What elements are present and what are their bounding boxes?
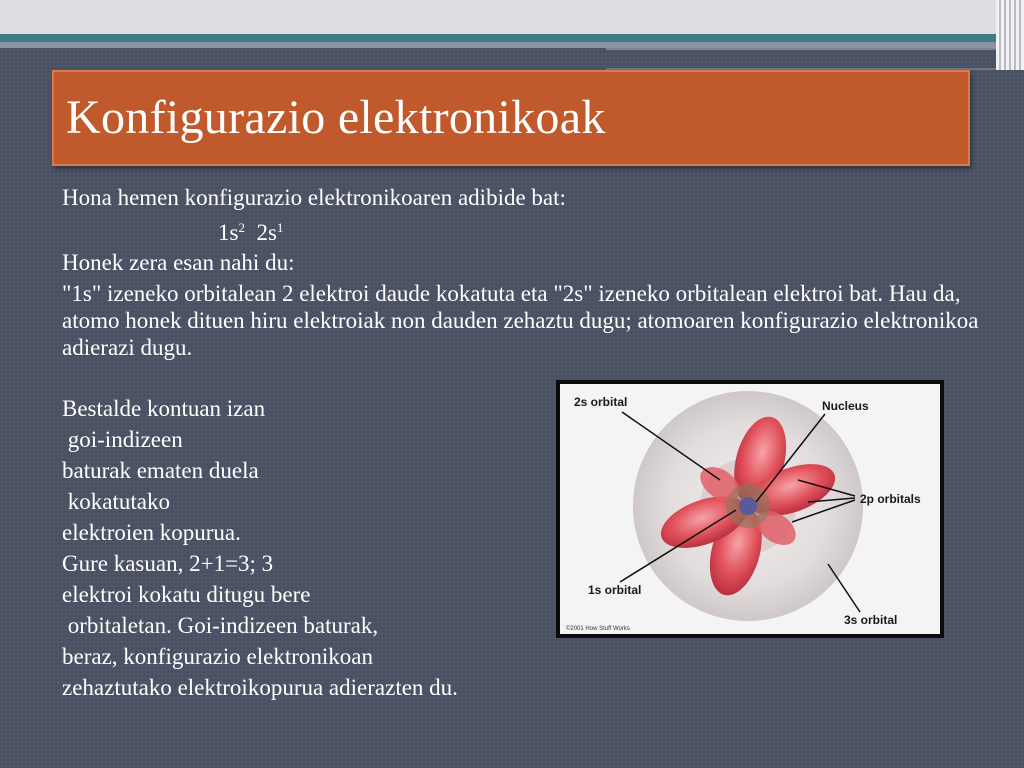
body-line: Bestalde kontuan izan — [62, 396, 266, 421]
body-line: orbitaletan. Goi-indizeen baturak, — [62, 613, 379, 638]
body-line: zehaztutako elektroikopurua adierazten du. — [62, 675, 458, 700]
label-2s-orbital: 2s orbital — [574, 395, 628, 409]
body-line: goi-indizeen — [62, 427, 183, 452]
label-1s-orbital: 1s orbital — [588, 583, 642, 597]
body-lines — [62, 393, 458, 703]
explanation-paragraph: "1s" izeneko orbitalean 2 elektroi daude kokatuta eta "2s" izeneko orbitalean elektroi bat. Hau da, atomo honek dituen hiru elektroiak non dauden zehaztu dugu; atomoaren konfigurazio elektronikoa adierazi dugu. — [62, 281, 979, 360]
orbital-figure — [556, 380, 944, 638]
body-line: beraz, konfigurazio elektronikoan — [62, 644, 374, 669]
body-line: Gure kasuan, 2+1=3; 3 — [62, 551, 274, 576]
accent-lines — [606, 48, 996, 70]
label-2p-orbitals: 2p orbitals — [860, 492, 921, 506]
slide-title: Konfigurazio elektronikoak — [66, 91, 606, 144]
body-line: elektroi kokatu ditugu bere — [62, 582, 311, 607]
intro-text: Hona hemen konfigurazio elektronikoaren adibide bat: — [62, 185, 566, 210]
orbital-diagram — [560, 384, 940, 634]
config-formula — [218, 220, 283, 246]
config-part1: 1s — [218, 220, 239, 245]
title-box — [52, 70, 970, 166]
config-part1-sup: 2 — [238, 220, 245, 235]
meaning-text: Honek zera esan nahi du: — [62, 250, 295, 275]
label-3s-orbital: 3s orbital — [844, 613, 898, 627]
label-nucleus: Nucleus — [822, 399, 869, 413]
config-part2-sup: 1 — [276, 220, 284, 235]
corner-stripes — [996, 0, 1024, 70]
copyright-text: ©2001 How Stuff Works — [566, 626, 630, 632]
nucleus — [739, 497, 757, 515]
body-line: kokatutako — [62, 489, 170, 514]
body-line: elektroien kopurua. — [62, 520, 241, 545]
body-line: baturak ematen duela — [62, 458, 259, 483]
top-band — [0, 0, 1024, 36]
teal-divider — [0, 34, 1024, 42]
config-part2: 2s — [256, 220, 277, 245]
